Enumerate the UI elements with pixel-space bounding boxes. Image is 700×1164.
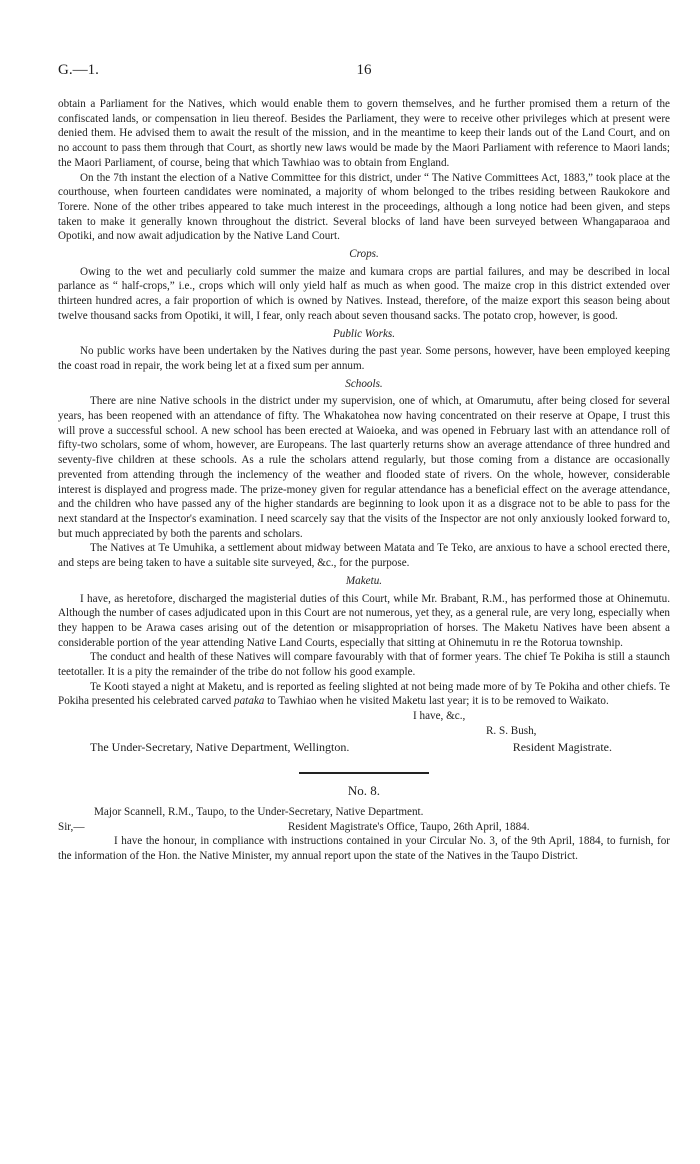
paragraph: The conduct and health of these Natives will compare favourably with that of former years. The chief Te Pokiha is still a staunch teetotaller. It is a pity the remainder of the tribe do not follow his good example. [58, 651, 670, 679]
paragraph: On the 7th instant the election of a Native Committee for this district, under “ The Native Committees Act, 1883,” took place at the courthouse, when fourteen candidates were nominated, a majority of whom belonged to the tribes residing between Raukokore and Torere. None of the other tribes appeared to take much interest in the proceedings, although a long notice had been given, and steps taken to make it generally known throughout the district. Several blocks of land have been surveyed between Whangaparaoa and Opotiki, and now await adjudication by the Native Land Court. [58, 171, 670, 243]
signatory-title: Resident Magistrate. [512, 739, 612, 754]
section-divider [299, 772, 429, 774]
paragraph: There are nine Native schools in the district under my supervision, one of which, at Omarumutu, after being closed for several years, has been reopened with an attendance of fifty. The Whakatohea now having concentrated on their reserve at Opape, I trust this will prove a successful school. A new school has been erected at Waioeka, and was opened in February last with an attendance roll of fifty-two scholars, some of whom, however, are Europeans. The last quarterly returns show an average attendance of three hundred and seventy-five children at these schools. As a rule the scholars attend regularly, but those coming from a distance are occasionally prevented from attending through the inclemency of the weather and flooded state of rivers. On the whole, however, considerable interest is displayed and progress made. The prize-money given for regular attendance has a beneficial effect on the average attendance, and the children who have passed any of the higher standards are beginning to look upon it as a disgrace not to be able to pass for the next standard at the Inspector's examination. I need scarcely say that the visits of the Inspector are not only anxiously looked forward to, but much appreciated by both the parents and scholars. [58, 395, 670, 540]
section-heading-maketu: Maketu. [345, 574, 383, 587]
section-heading-schools: Schools. [345, 377, 383, 390]
address-line [58, 740, 670, 755]
paragraph-text: Te Kooti stayed a night at Maketu, and is reported as feeling slighted at not being made more of by Te Pokiha and other chiefs. Te Pokiha presented his celebrated carved [58, 680, 670, 708]
signature-line [58, 724, 670, 739]
closing: I have, &c., [413, 710, 466, 723]
page-number: 16 [356, 62, 372, 78]
section-heading-public-works: Public Works. [332, 327, 396, 340]
paragraph: I have, as heretofore, discharged the magisterial duties of this Court, while Mr. Brabant, R.M., has performed those at Ohinemutu. Although the number of cases adjudicated upon in this Court are not numerous, yet they, as a general rule, are very long, especially when they happen to be Arawa cases arising out of the detention or misappropriation of horses. The Maketu Natives have been absent a considerable portion of the year attending Native Land Courts, especially that sitting at Ohinemutu in re the Rotorua township. [58, 592, 670, 649]
paragraph-text: to Tawhiao when he visited Maketu last year; it is to be removed to Waikato. [264, 695, 609, 708]
page-header [58, 62, 670, 84]
office-date: Resident Magistrate's Office, Taupo, 26th April, 1884. [288, 820, 530, 833]
letter-number: No. 8. [347, 783, 381, 799]
salutation-row [58, 820, 670, 835]
paragraph: Owing to the wet and peculiarly cold summer the maize and kumara crops are partial failures, and may be described in local parlance as “ half-crops,” i.e., crops which will only yield half as much as when good. The maize crop in this district extended over thirteen hundred acres, a fair proportion of which is owned by Natives. Instead, therefore, of the maize export this season being about twelve thousand sacks from Opotiki, it will, I fear, only reach about seven thousand sacks. The potato crop, however, is good. [58, 265, 670, 322]
paragraph: obtain a Parliament for the Natives, which would enable them to govern themselves, and he further promised them a return of the confiscated lands, or compensation in lieu thereof. Besides the Parliament, they were to receive other privileges which at present were denied them. He advised them to await the result of the mission, and in the meantime to keep their lands out of the Land Court, and on no account to pass them through that Court, as shortly new laws would be made by the Maori Parliament with reference to Maori lands; the Maori Parliament, of course, being that which Tawhiao was to obtain from England. [58, 98, 670, 169]
salutation: Sir,— [58, 820, 85, 833]
section-heading-crops: Crops. [349, 248, 379, 261]
signatory-name: R. S. Bush, [486, 724, 537, 737]
addressee: The Under-Secretary, Native Department, Wellington. [90, 739, 350, 754]
paragraph: The Natives at Te Umuhika, a settlement about midway between Matata and Te Teko, are anxious to have a school erected there, and steps are being taken to have a suitable site surveyed, &c., for the purpose. [58, 542, 670, 570]
document-reference: G.—1. [58, 62, 99, 78]
paragraph [58, 680, 670, 709]
letter-body: I have the honour, in compliance with instructions contained in your Circular No. 3, of the 9th April, 1884, to furnish, for the information of the Hon. the Native Minister, my annual report upon the state of the Natives in the Taupo District. [58, 835, 670, 862]
closing-line [58, 709, 670, 724]
letter-from-line: Major Scannell, R.M., Taupo, to the Under-Secretary, Native Department. [94, 805, 424, 818]
document-body [58, 97, 670, 864]
paragraph: No public works have been undertaken by the Natives during the past year. Some persons, however, have been employed keeping the coast road in repair, the work being let at a fixed sum per annum. [58, 345, 670, 372]
italic-word: pataka [234, 695, 265, 708]
